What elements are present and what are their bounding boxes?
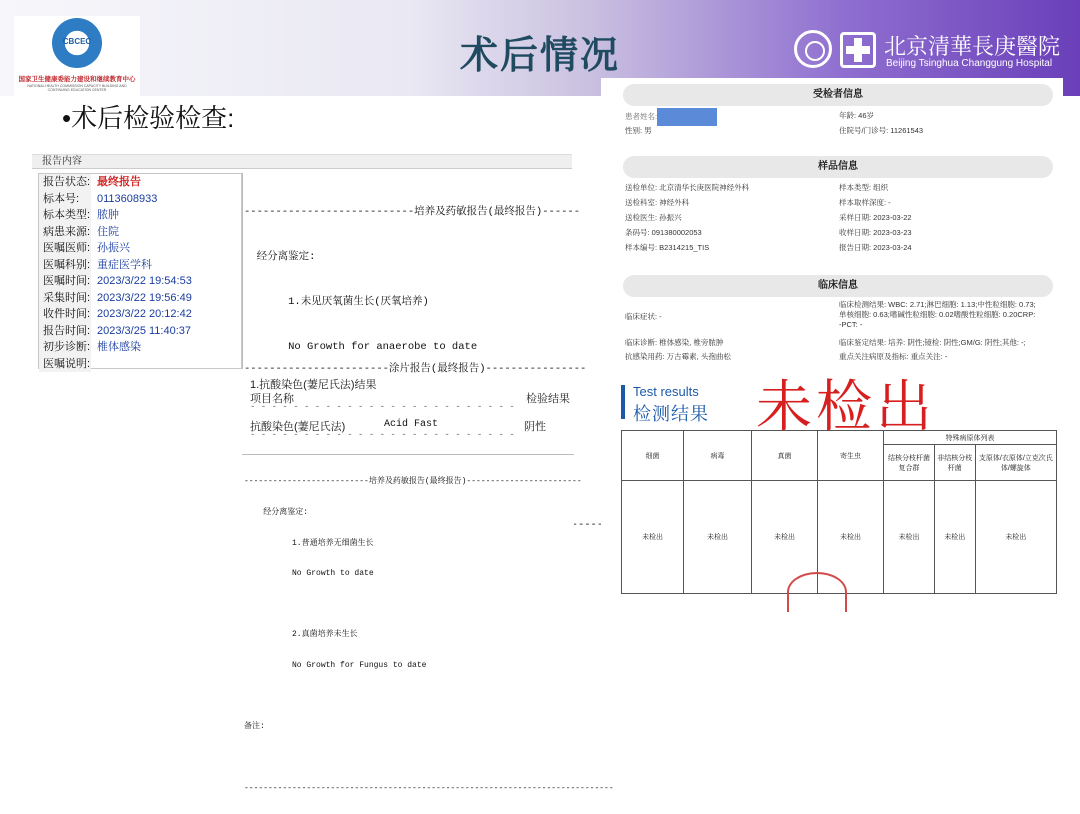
smear-dashes: - - - - - - - - - - - - - - - - - - - - - - - - - <box>250 402 515 412</box>
smear-dashes: - - - - - - - - - - - - - - - - - - - - - - - - - <box>250 430 515 440</box>
sample-field: 送检科室: 神经外科 <box>625 198 690 207</box>
table-group-header: 特殊病原体列表 <box>884 431 1057 445</box>
sample-field: 样本取样深度: - <box>839 198 891 207</box>
section-clinical-info: 临床信息 <box>623 275 1053 297</box>
sample-field: 采样日期: 2023-03-22 <box>839 213 912 222</box>
clinical-field: 重点关注病原及指标: 重点关注: - <box>839 352 948 361</box>
redaction-box <box>657 108 717 126</box>
culture2-line: 备注: <box>244 722 265 732</box>
info-value: 脓肿 <box>97 209 119 221</box>
results-accent-bar <box>621 385 625 419</box>
slide-title: 术后情况 <box>459 35 620 77</box>
sample-field: 条码号: 091380002053 <box>625 228 702 237</box>
report-panel-title: 报告内容 <box>32 155 572 169</box>
info-value: 2023/3/22 19:54:53 <box>97 275 192 287</box>
info-value: 2023/3/22 19:56:49 <box>97 291 192 304</box>
hospital-cross-icon <box>840 32 876 68</box>
info-value <box>91 356 97 373</box>
info-value: 住院 <box>97 225 119 238</box>
clinical-field: 抗感染用药: 万古霉素, 头孢曲松 <box>625 352 731 361</box>
section-patient-info: 受检者信息 <box>623 84 1053 106</box>
hospital-logo <box>792 28 1062 72</box>
info-row <box>39 174 241 191</box>
clinical-field: 临床检测结果: WBC: 2.71;淋巴细胞: 1.13;中性粒细胞: 0.73;单核细胞: 0.63;嗜碱性粒细胞: 0.02嗜酸性粒细胞: 0.20CRP: -PCT: - <box>839 300 1036 329</box>
info-value: 最终报告 <box>97 176 141 188</box>
info-row <box>39 290 241 307</box>
smear-col-result: 检验结果 <box>526 393 570 405</box>
sample-field: 送检医生: 孙振兴 <box>625 213 682 222</box>
info-value: 2023/3/22 20:12:42 <box>97 308 192 320</box>
table-cell: 未检出 <box>818 481 884 594</box>
table-cell: 未检出 <box>752 481 818 594</box>
table-header: 真菌 <box>752 431 818 481</box>
info-value: 0113608933 <box>97 192 158 205</box>
info-value: 2023/3/25 11:40:37 <box>97 324 191 337</box>
sample-field: 样本类型: 组织 <box>839 183 889 192</box>
table-cell: 未检出 <box>622 481 684 594</box>
results-title-cn: 检测结果 <box>633 404 709 424</box>
smear-col-name: 项目名称 <box>250 393 294 405</box>
info-row <box>39 207 241 224</box>
culture-line: 1.未见厌氧菌生长(厌氧培养) <box>244 296 429 308</box>
patient-name-label: 患者姓名: <box>625 111 658 121</box>
info-key: 医嘱科别: <box>39 257 91 274</box>
ngs-report-panel <box>601 78 1063 595</box>
logo-badge-text: CBCEC <box>62 37 92 46</box>
report-info-list <box>38 173 242 369</box>
smear-row-name: 抗酸染色(萋尼氏法) <box>250 421 346 433</box>
table-header: 病毒 <box>684 431 752 481</box>
panel-divider <box>242 173 243 369</box>
info-row <box>39 240 241 257</box>
results-table <box>621 430 1057 594</box>
info-row <box>39 356 241 373</box>
sex-field: 性别: 男 <box>625 126 652 135</box>
info-value: 重症医学科 <box>97 258 152 271</box>
table-cell: 未检出 <box>934 481 975 594</box>
info-key: 医嘱时间: <box>39 273 91 290</box>
info-row <box>39 257 241 274</box>
culture2-line <box>244 600 614 610</box>
info-value: 椎体感染 <box>97 341 141 353</box>
sample-field: 送检单位: 北京清华长庚医院神经外科 <box>625 183 750 192</box>
clinical-field: 临床鉴定结果: 培养: 阴性;镜检: 阴性;GM/G: 阴性;其他: -; <box>839 338 1026 347</box>
culture2-line: No Growth to date <box>244 569 374 579</box>
age-field: 年龄: 46岁 <box>839 111 875 120</box>
hospital-name-en: Beijing Tsinghua Changgung Hospital <box>886 58 1053 69</box>
info-row <box>39 339 241 356</box>
table-header: 结核分枝杆菌复合群 <box>884 445 935 481</box>
table-header: 非结核分枝杆菌 <box>934 445 975 481</box>
info-key: 医嘱医师: <box>39 240 91 257</box>
culture-header: ---------------------------培养及药敏报告(最终报告)------ <box>244 206 581 218</box>
not-detected-annotation: 未检出 <box>756 375 936 440</box>
info-key: 初步诊断: <box>39 339 91 356</box>
smear-row-result: 阴性 <box>524 421 546 433</box>
smear-report <box>244 362 587 448</box>
bullet-text: •术后检验检查: <box>62 103 235 133</box>
table-header: 寄生虫 <box>818 431 884 481</box>
results-title-en: Test results <box>633 384 699 399</box>
patient-name-field <box>625 108 717 126</box>
hospital-name-cn: 北京清華長庚醫院 <box>884 35 1061 60</box>
info-key: 医嘱说明: <box>39 356 91 373</box>
info-key: 报告时间: <box>39 323 91 340</box>
smear-section: 1.抗酸染色(萋尼氏法)结果 <box>250 379 377 391</box>
table-cell: 未检出 <box>684 481 752 594</box>
clinical-field: 临床症状: - <box>625 312 662 321</box>
sample-field: 收样日期: 2023-03-23 <box>839 228 912 237</box>
info-key: 报告状态: <box>39 174 91 191</box>
culture2-line <box>244 692 614 702</box>
university-seal-icon <box>794 30 832 68</box>
info-row <box>39 191 241 208</box>
clinical-field: 临床诊断: 椎体感染, 椎旁脓肿 <box>625 338 724 347</box>
hosp-no-field: 住院号/门诊号: 11261543 <box>839 126 924 135</box>
culture2-line: 2.真菌培养未生长 <box>244 630 358 640</box>
culture2-line: 1.普通培养无细菌生长 <box>244 538 374 548</box>
info-row <box>39 273 241 290</box>
sample-field: 样本编号: B2314215_TIS <box>625 243 710 252</box>
info-key: 收件时间: <box>39 306 91 323</box>
culture2-text <box>244 457 614 814</box>
info-key: 采集时间: <box>39 290 91 307</box>
info-value: 孙振兴 <box>97 242 130 254</box>
table-cell: 未检出 <box>975 481 1056 594</box>
section-sample-info: 样品信息 <box>623 156 1053 178</box>
info-key: 标本号: <box>39 191 91 208</box>
logo-cn-text: 国家卫生健康委能力建设和继续教育中心 <box>18 76 136 83</box>
table-header: 细菌 <box>622 431 684 481</box>
smear-row-en: Acid Fast <box>384 419 439 430</box>
info-key: 病患来源: <box>39 224 91 241</box>
culture2-line: No Growth for Fungus to date <box>244 661 427 671</box>
culture2-line <box>244 753 614 763</box>
culture-line: 经分离鉴定: <box>244 251 316 263</box>
culture2-line: 经分离鉴定: <box>244 508 309 518</box>
smear-header: -----------------------涂片报告(最终报告)---------------- <box>244 363 587 375</box>
culture-line: No Growth for anaerobe to date <box>244 341 478 353</box>
info-row <box>39 224 241 241</box>
table-header: 支原体/衣原体/立克次氏体/螺旋体 <box>975 445 1056 481</box>
sample-field: 报告日期: 2023-03-24 <box>839 243 912 252</box>
table-cell: 未检出 <box>884 481 935 594</box>
culture2-header: --------------------------培养及药敏报告(最终报告)------------------------ <box>244 477 582 487</box>
info-row <box>39 306 241 323</box>
logo-en-text: NATIONAL HEALTH COMMISSION CAPACITY BUILDING AND CONTINUING EDUCATION CENTER <box>27 84 127 92</box>
red-seal-stamp <box>787 572 847 612</box>
culture-report-2 <box>242 454 614 793</box>
info-key: 标本类型: <box>39 207 91 224</box>
info-row <box>39 323 241 340</box>
culture2-line: ----------------------------------------------------------------------------- <box>244 783 614 793</box>
